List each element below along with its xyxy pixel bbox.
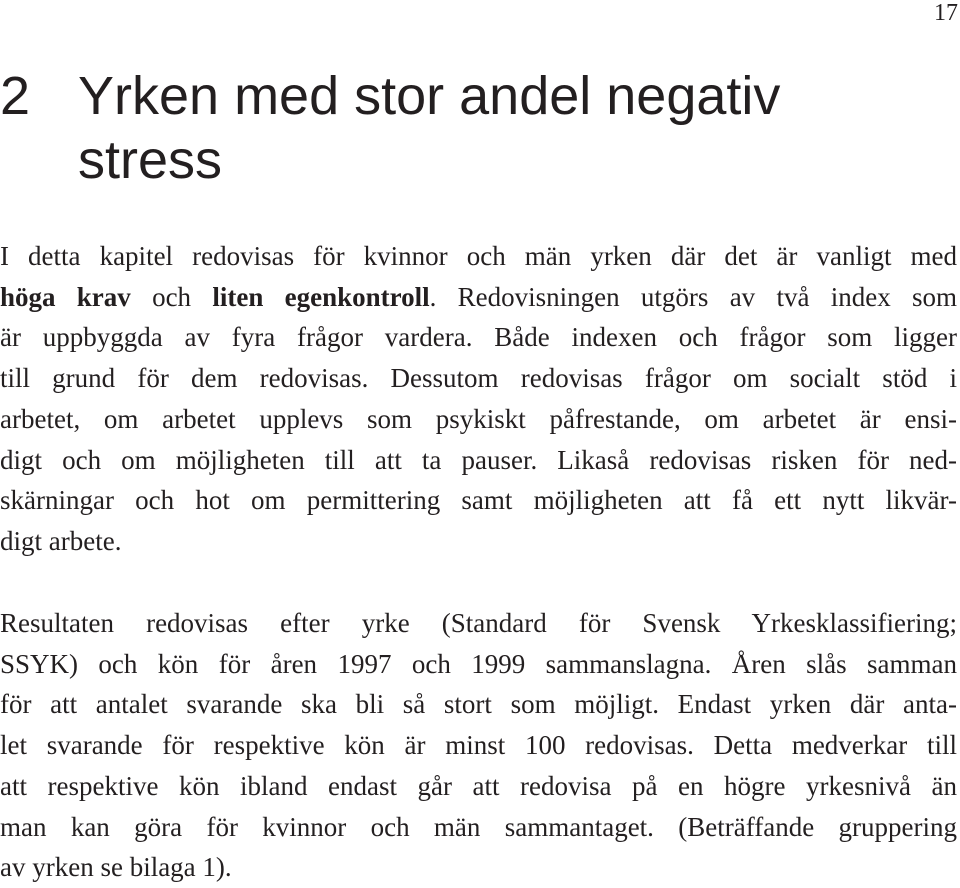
intro-paragraph xyxy=(0,236,957,562)
text-line: att respektive kön ibland endast går att redovisa på en högre yrkesnivå än xyxy=(0,770,957,801)
text-line: digt arbete. xyxy=(0,525,122,556)
text-line: I detta kapitel redovisas för kvinnor och män yrken där det är vanligt med xyxy=(0,241,957,271)
text-fragment: och xyxy=(130,281,213,312)
chapter-number: 2 xyxy=(0,66,31,126)
bold-term-high-demands: höga krav xyxy=(0,281,131,312)
text-line xyxy=(0,277,957,318)
text-line: man kan göra för kvinnor och män sammantaget. (Beträffande gruppering xyxy=(0,811,957,842)
text-fragment: . Redovisningen utgörs av två index som xyxy=(429,281,957,312)
text-line: SSYK) och kön för åren 1997 och 1999 sammanslagna. Åren slås samman xyxy=(0,648,957,679)
text-line: är uppbyggda av fyra frågor vardera. Både indexen och frågor som ligger xyxy=(0,322,957,353)
text-line: av yrken se bilaga 1). xyxy=(0,852,232,883)
chapter-title-line-2: stress xyxy=(78,130,223,190)
text-line: skärningar och hot om permittering samt möjligheten att få ett nytt likvär- xyxy=(0,485,957,516)
bold-term-low-control: liten egenkontroll xyxy=(212,281,430,312)
text-line: Resultaten redovisas efter yrke (Standard för Svensk Yrkesklassifiering; xyxy=(0,608,957,638)
text-line: för att antalet svarande ska bli så stort som möjligt. Endast yrken där anta- xyxy=(0,689,957,720)
text-line: arbetet, om arbetet upplevs som psykiskt påfrestande, om arbetet är ensi- xyxy=(0,403,957,434)
chapter-heading xyxy=(0,64,900,192)
chapter-title-line-1: Yrken med stor andel negativ xyxy=(78,66,781,126)
text-line: let svarande för respektive kön är minst 100 redovisas. Detta medverkar till xyxy=(0,730,957,761)
text-line: digt och om möjligheten till att ta pauser. Likaså redovisas risken för ned- xyxy=(0,444,957,475)
method-paragraph xyxy=(0,603,957,888)
page-number: 17 xyxy=(934,0,958,26)
text-line: till grund för dem redovisas. Dessutom redovisas frågor om socialt stöd i xyxy=(0,363,957,394)
